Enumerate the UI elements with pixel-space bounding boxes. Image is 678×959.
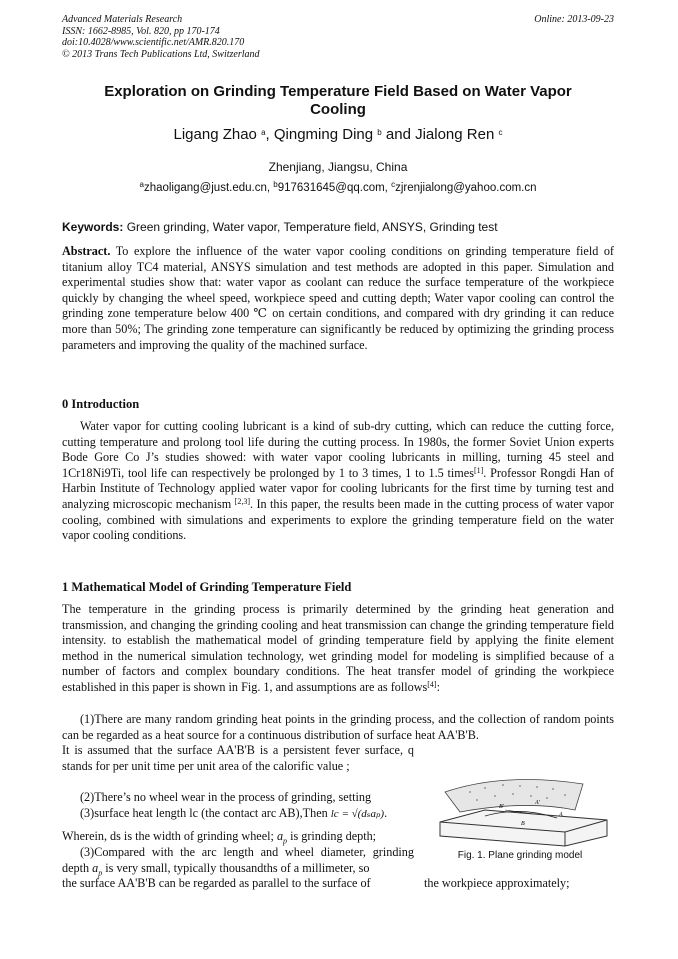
email-a-sup: a: [139, 180, 144, 189]
author-3-sup: c: [498, 128, 503, 137]
keywords-label: Keywords:: [62, 220, 124, 234]
assumption-3-text: (3)surface heat length lc (the contact arc AB),Then: [80, 806, 328, 820]
title-line-2: Cooling: [310, 101, 366, 118]
intro-text-3: . In this paper, the results been made in the cutting process of water vapor cooling, combined with simulations and experiments to explore the grinding temperature field on the water vapor cooling conditions.: [62, 496, 614, 543]
intro-text-1: Water vapor for cutting cooling lubricant is a kind of sub-dry cutting, which can reduce the cutting force, cutting temperature and prolong tool life during the cutting process. In 1980s, the former Soviet Union experts Bode Gore Co J’s studies showed: with water vapor cooling lubricants in milling, turning 45 steel and 1Cr18Ni9Ti, tool life can respectively be prolonged by 1 to 3 times, 1 to 1.5 times: [62, 419, 614, 480]
ap-subscript: p: [283, 836, 288, 846]
assumption-1: (1)There are many random grinding heat points in the grinding process, and the collection of random points can be regarded as a heat source for a continuous distribution of surface heat AA'B'B.: [62, 712, 614, 742]
section1-heading: 1 Mathematical Model of Grinding Temperature Field: [62, 580, 352, 594]
abstract-label: Abstract.: [62, 244, 111, 258]
label-a-prime: A': [535, 800, 540, 806]
grinding-wheel: [445, 780, 583, 813]
last-line-right: the workpiece approximately;: [424, 876, 570, 890]
author-list: [62, 126, 614, 144]
ref-1[interactable]: [1]: [473, 465, 484, 475]
assumption-3: [62, 806, 414, 823]
online-date: Online: 2013-09-23: [534, 14, 614, 25]
wherein-text: Wherein, ds is the width of grinding wheel;: [62, 829, 277, 843]
journal-header: [62, 14, 260, 60]
email-c[interactable]: zjrenjialong@yahoo.com.cn: [395, 182, 537, 194]
copyright: © 2013 Trans Tech Publications Ltd, Switzerland: [62, 48, 260, 60]
issn: ISSN: 1662-8985, Vol. 820, pp 170-174: [62, 25, 220, 37]
title-line-1: Exploration on Grinding Temperature Field Based on Water Vapor: [104, 83, 572, 100]
label-b: B: [521, 821, 525, 827]
author-3: and Jialong Ren: [381, 126, 495, 143]
assumption-2: (2)There’s no wheel wear in the process of grinding, setting: [80, 790, 372, 804]
doi: doi:10.4028/www.scientific.net/AMR.820.170: [62, 37, 245, 48]
section1-text: The temperature in the grinding process is primarily determined by the grinding heat generation and transmission, and changing the grinding cooling and heat transmission can change the grinding temperature field intensity. to establish the mathematical model of grinding temperature field by applying the finite element method in the numerical simulation technology, wet grinding model for modeling is simplified because of a number of factors and complex boundary conditions. The heat transfer model of grinding the workpiece established in this paper is shown in Fig. 1, and assumptions are as follows: [62, 602, 614, 694]
ap-symbol: a: [276, 829, 284, 843]
workpiece-shape: [440, 810, 607, 846]
author-2-sup: b: [377, 128, 382, 137]
email-b-sup: b: [273, 180, 278, 189]
email-b[interactable]: 917631645@qq.com,: [277, 182, 392, 194]
paper-title: [62, 83, 614, 119]
intro-text-2: . Professor Rongdi Han of Harbin Institute of Technology applied water vapor for cooling lubricants for the first time by turning test and analyzing microscopic mechanism: [62, 465, 614, 511]
assumption-3-end: .: [384, 806, 388, 820]
figure-caption: Fig. 1. Plane grinding model: [457, 850, 583, 861]
intro-heading: 0 Introduction: [62, 397, 140, 411]
keywords-text: Green grinding, Water vapor, Temperature field, ANSYS, Grinding test: [126, 220, 498, 234]
contact-length-formula: lc = √(dₛaₚ): [330, 808, 385, 820]
label-a: A: [559, 812, 563, 818]
author-1: Ligang Zhao: [173, 126, 257, 143]
author-emails: [62, 182, 614, 194]
assumption-3b-end: is very small, typically thousandths of a millimeter, so: [102, 860, 370, 875]
email-a[interactable]: zhaoligang@just.edu.cn,: [143, 182, 274, 194]
assumption-1-cont: It is assumed that the surface AA'B'B is a persistent fever surface, q stands for per unit time per unit area of the calorific value ;: [62, 743, 414, 773]
author-1-sup: a: [261, 128, 266, 137]
label-b-prime: B': [499, 804, 504, 810]
plane-grinding-figure: [425, 770, 615, 850]
section1-paragraph: [62, 602, 614, 696]
ap-subscript-2: p: [98, 868, 103, 878]
ref-2-3[interactable]: [2,3]: [234, 496, 250, 506]
ref-4[interactable]: [4]: [427, 679, 437, 689]
section1-text-end: :: [436, 679, 440, 694]
author-2: , Qingming Ding: [265, 126, 374, 143]
abstract: [62, 244, 614, 353]
affiliation: Zhenjiang, Jiangsu, China: [268, 160, 408, 174]
ap-symbol-2: a: [92, 860, 99, 875]
wherein-end: is grinding depth;: [287, 829, 377, 843]
intro-paragraph: [62, 419, 614, 544]
email-c-sup: c: [391, 180, 396, 189]
journal-name: Advanced Materials Research: [62, 14, 183, 25]
last-line-left: the surface AA'B'B can be regarded as parallel to the surface of: [62, 876, 371, 890]
assumption-3b-text: (3)Compared with the arc length and wheel diameter, grinding depth: [62, 845, 414, 875]
abstract-text: To explore the influence of the water vapor cooling conditions on grinding temperature field of titanium alloy TC4 material, ANSYS simulation and test methods are adopted in this paper. Simulation and experimental studies show that: water vapor as coolant can reduce the surface temperature of the workpiece quickly by changing the wheel speed, workpiece speed and cutting depth; Water vapor cooling can control the grinding zone temperature below 400 ℃ on certain conditions, and compared with dry grinding it can reduce more than 50%; The grinding zone temperature can significantly be reduced by optimizing the grinding process parameters and improving the quality of the machined surface.: [62, 244, 614, 352]
keywords: [62, 220, 614, 234]
